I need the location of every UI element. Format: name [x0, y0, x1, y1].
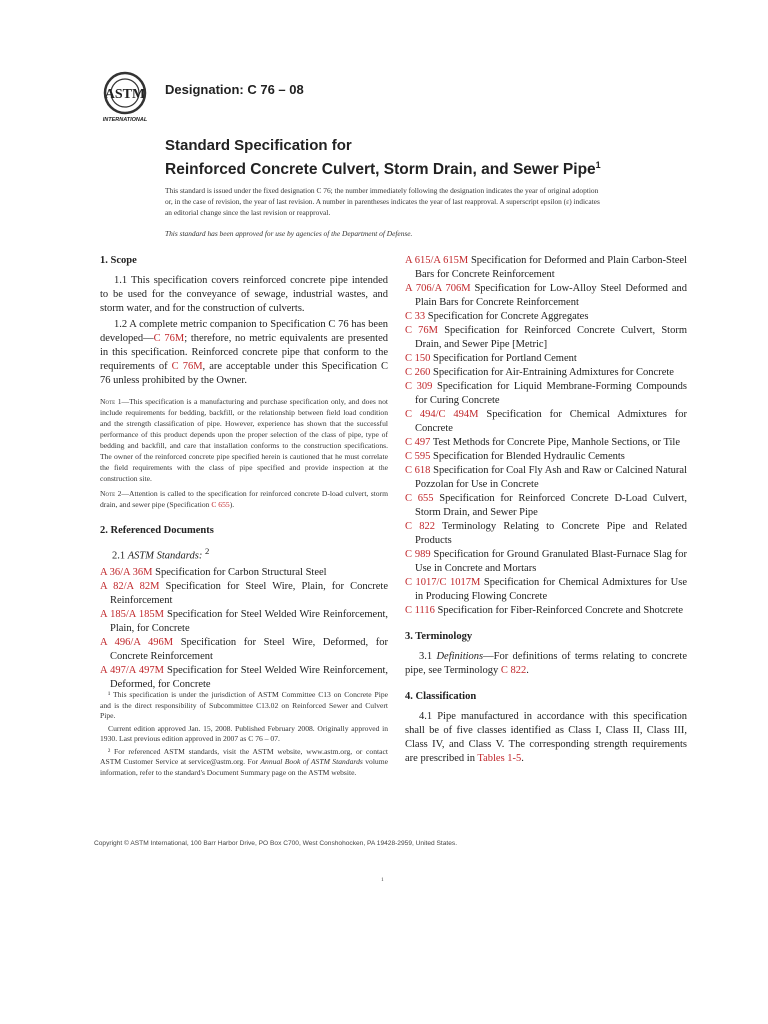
reference-item	[405, 282, 687, 310]
reference-title: Test Methods for Concrete Pipe, Manhole Sections, or Tile	[432, 437, 680, 448]
scope-p2a: 1.2 A complete metric companion to Specification C 76 has been developed—	[100, 319, 388, 344]
reference-title: Specification for Steel Wire, Plain, for Concrete Reinforcement	[110, 580, 389, 606]
reference-title: Specification for Carbon Structural Steel	[155, 566, 327, 578]
ref-link-c655[interactable]: C 655	[211, 500, 230, 509]
reference-code-link[interactable]: C 150	[405, 353, 431, 364]
reference-code-link[interactable]: A 615/A 615M	[405, 255, 469, 266]
reference-item	[405, 464, 687, 492]
title-main: Reinforced Concrete Culvert, Storm Drain, and Sewer Pipe	[165, 161, 596, 179]
reference-item	[405, 324, 687, 352]
reference-item	[405, 352, 687, 366]
reference-title: Specification for Steel Welded Wire Reinforcement, Deformed, for Concrete	[110, 664, 388, 690]
note-label: Note 1	[100, 397, 122, 406]
reference-title: Specification for Steel Wire, Deformed, for Concrete Reinforcement	[110, 636, 389, 662]
reference-code-link[interactable]: A 497/A 497M	[100, 664, 164, 676]
designation: Designation: C 76 – 08	[165, 82, 304, 97]
ref-link-c76m[interactable]: C 76M	[171, 361, 203, 372]
reference-title: Specification for Reinforced Concrete D-Load Culvert, Storm Drain, and Sewer Pipe	[415, 493, 687, 518]
reference-code-link[interactable]: C 260	[405, 367, 431, 378]
reference-code-link[interactable]: C 309	[405, 381, 433, 392]
reference-code-link[interactable]: A 185/A 185M	[100, 608, 164, 620]
para-end: .	[521, 753, 524, 764]
reference-item	[405, 520, 687, 548]
classification-para	[405, 710, 687, 766]
reference-title: Specification for Fiber-Reinforced Concrete and Shotcrete	[437, 605, 684, 616]
reference-code-link[interactable]: A 496/A 496M	[100, 636, 174, 648]
footnote-2	[100, 747, 388, 779]
reference-title: Specification for Air-Entraining Admixtures for Concrete	[433, 367, 674, 378]
para-text: —For definitions of terms relating to concrete pipe, see Terminology	[405, 651, 688, 676]
reference-title: Specification for Blended Hydraulic Cements	[433, 451, 625, 462]
referenced-heading: 2. Referenced Documents	[100, 525, 214, 536]
reference-title: Specification for Ground Granulated Blast-Furnace Slag for Use in Concrete and Mortars	[415, 549, 687, 574]
reference-item	[100, 608, 388, 636]
reference-code-link[interactable]: C 76M	[405, 325, 439, 336]
ref-link-tables[interactable]: Tables 1-5	[477, 753, 522, 764]
reference-title: Specification for Reinforced Concrete Culvert, Storm Drain, and Sewer Pipe [Metric]	[415, 325, 687, 350]
reference-code-link[interactable]: A 36/A 36M	[100, 566, 153, 578]
reference-item	[100, 636, 388, 664]
reference-code-link[interactable]: C 1116	[405, 605, 435, 616]
reference-item	[405, 366, 687, 380]
note-1	[100, 396, 388, 484]
reference-list-left	[100, 566, 388, 692]
footnote-text: ² For referenced ASTM standards, visit the ASTM website, www.astm.org, or contact ASTM Customer Service at service@astm.org. For	[100, 746, 388, 766]
astm-logo	[100, 70, 150, 124]
reference-item	[405, 492, 687, 520]
footnote-1: ¹ This specification is under the jurisdiction of ASTM Committee C13 on Concrete Pipe and is the direct responsibility of Subcommittee C13.02 on Reinforced Sewer and Culvert Pipe.	[100, 690, 388, 720]
reference-title: Specification for Steel Welded Wire Reinforcement, Plain, for Concrete	[110, 608, 388, 634]
reference-item	[405, 310, 687, 324]
reference-code-link[interactable]: C 989	[405, 549, 431, 560]
copyright: Copyright © ASTM International, 100 Barr Harbor Drive, PO Box C700, West Conshohocken, PA 19428-2959, United States.	[94, 840, 458, 847]
terminology-para	[405, 650, 687, 678]
reference-title: Specification for Concrete Aggregates	[427, 311, 589, 322]
footnote-1b: Current edition approved Jan. 15, 2008. Published February 2008. Originally approved in 1930. Last previous edition approved in 2007 as C 76 – 07.	[100, 723, 388, 743]
para-num: 3.1	[419, 651, 433, 662]
footnotes	[100, 690, 388, 780]
reference-item	[405, 254, 687, 282]
scope-p2b: ; therefore, no metric equivalents are presented in this specification. Reinforced concrete pipe that conform to the requirements of	[100, 333, 388, 372]
reference-title: Specification for Liquid Membrane-Forming Compounds for Curing Concrete	[415, 381, 688, 406]
reference-code-link[interactable]: C 1017/C 1017M	[405, 577, 481, 588]
reference-list-right	[405, 254, 687, 618]
logo-subtext: INTERNATIONAL	[102, 117, 148, 123]
reference-item	[405, 436, 687, 450]
title-line2	[165, 155, 601, 180]
preamble	[165, 185, 605, 239]
reference-item	[100, 664, 388, 692]
reference-code-link[interactable]: A 82/A 82M	[100, 580, 160, 592]
ref-link-c822[interactable]: C 822	[500, 665, 527, 676]
reference-title: Specification for Portland Cement	[433, 353, 577, 364]
reference-code-link[interactable]: C 618	[405, 465, 431, 476]
reference-title: Specification for Low-Alloy Steel Deformed and Plain Bars for Concrete Reinforcement	[415, 283, 687, 308]
reference-item	[405, 380, 687, 408]
definitions-label: Definitions	[436, 651, 484, 662]
terminology-heading: 3. Terminology	[405, 631, 473, 642]
reference-code-link[interactable]: A 706/A 706M	[405, 283, 471, 294]
note-2	[100, 488, 388, 510]
note-text: ).	[229, 500, 235, 509]
right-column	[405, 254, 687, 768]
para-text: 4.1 Pipe manufactured in accordance with this specification shall be of five classes identified as Class I, Class II, Class III, Class IV, and Class V. The corresponding strength requirements are prescribed in	[405, 711, 687, 764]
reference-item	[100, 566, 388, 580]
footnote-italic: Annual Book of ASTM Standards	[260, 757, 363, 766]
ref-link-c76m[interactable]: C 76M	[153, 333, 185, 344]
footnote-marker[interactable]: 2	[204, 546, 210, 556]
document-title	[165, 137, 601, 180]
approval-text: This standard has been approved for use by agencies of the Department of Defense.	[165, 229, 413, 238]
reference-title: Specification for Deformed and Plain Carbon-Steel Bars for Concrete Reinforcement	[415, 255, 687, 280]
preamble-text: This standard is issued under the fixed designation C 76; the number immediately following the designation indicates the year of original adoption or, in the case of revision, the year of last revision. A number in parentheses indicates the year of last reapproval. A superscript epsilon (ε) indicates an editorial change since the last revision or reapproval.	[165, 186, 600, 217]
reference-code-link[interactable]: C 497	[405, 437, 431, 448]
title-footnote-marker[interactable]: 1	[595, 160, 601, 170]
scope-p2c: , are acceptable under this Specification C 76 unless prohibited by the Owner.	[100, 361, 389, 386]
reference-title: Specification for Chemical Admixtures for Concrete	[415, 409, 687, 434]
reference-code-link[interactable]: C 655	[405, 493, 434, 504]
sub-label: ASTM Standards:	[127, 550, 203, 562]
reference-code-link[interactable]: C 33	[405, 311, 426, 322]
reference-code-link[interactable]: C 595	[405, 451, 431, 462]
reference-item	[100, 580, 388, 608]
reference-item	[405, 548, 687, 576]
note-text: —Attention is called to the specification for reinforced concrete D-load culvert, storm drain, and sewer pipe (Specification	[100, 489, 388, 509]
reference-title: Terminology Relating to Concrete Pipe and Related Products	[415, 521, 687, 546]
reference-title: Specification for Chemical Admixtures for Use in Producing Flowing Concrete	[415, 577, 688, 602]
scope-para-2	[100, 318, 388, 388]
title-line1: Standard Specification for	[165, 137, 352, 154]
footnote-text: volume information, refer to the standard's Document Summary page on the ASTM website.	[100, 757, 389, 777]
scope-heading: 1. Scope	[100, 255, 137, 266]
note-text: —This specification is a manufacturing and purchase specification only, and does not include requirements for bedding, backfill, or the relationship between field load condition and the strength classification of pipe. However, experience has shown that the successful performance of this product depends upon the proper selection of the class of pipe, type of bedding and backfill, and care that installation conforms to the construction specifications. The owner of the reinforced concrete pipe specified herein is cautioned that he must correlate the field requirements with the class of pipe specified and provide inspection at the construction site.	[100, 397, 388, 483]
reference-item	[405, 576, 687, 604]
reference-item	[405, 450, 687, 464]
reference-item	[405, 604, 687, 618]
reference-code-link[interactable]: C 822	[405, 521, 435, 532]
scope-para-1: 1.1 This specification covers reinforced concrete pipe intended to be used for the conveyance of sewage, industrial wastes, and storm water, and for the construction of culverts.	[100, 275, 388, 314]
reference-code-link[interactable]: C 494/C 494M	[405, 409, 479, 420]
astm-standards-label	[100, 544, 388, 564]
page-number: 1	[381, 877, 384, 883]
logo-text: ASTM	[104, 87, 146, 102]
left-column	[100, 254, 388, 692]
reference-title: Specification for Coal Fly Ash and Raw or Calcined Natural Pozzolan for Use in Concrete	[415, 465, 687, 490]
para-end: .	[526, 665, 529, 676]
classification-heading: 4. Classification	[405, 691, 477, 702]
reference-item	[405, 408, 687, 436]
note-label: Note 2	[100, 489, 122, 498]
sub-num: 2.1	[112, 550, 126, 562]
